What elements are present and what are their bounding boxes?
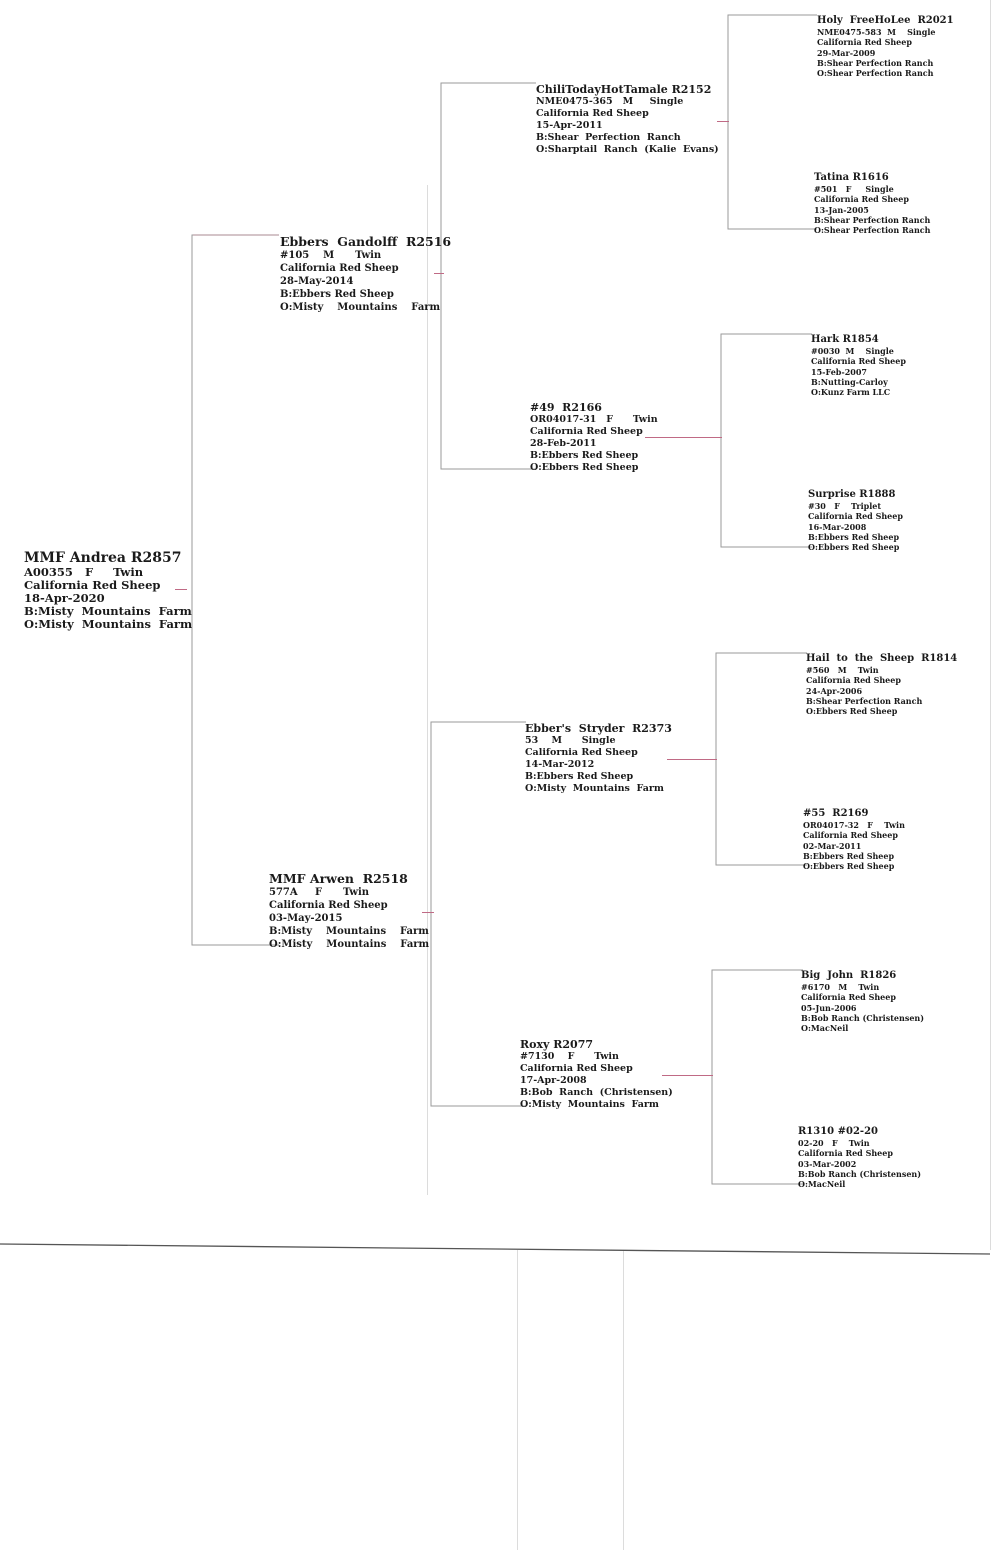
breeder: B:Nutting-Carloy	[811, 376, 888, 387]
birth-date: 17-Apr-2008	[520, 1075, 587, 1086]
id-sex-birth-type: 02-20 F Twin	[798, 1138, 870, 1148]
owner: O:Misty Mountains Farm	[520, 1099, 659, 1110]
id-sex-birth-type: 53 M Single	[525, 735, 616, 746]
breed: California Red Sheep	[814, 194, 909, 205]
breed: California Red Sheep	[806, 675, 901, 686]
dam-card	[269, 872, 429, 951]
bracket-dam-dam	[711, 969, 803, 1185]
birth-date: 03-May-2015	[269, 913, 343, 924]
breeder: B:Ebbers Red Sheep	[280, 289, 394, 300]
animal-name: Hark R1854	[811, 334, 879, 345]
breeder: B:Ebbers Red Sheep	[808, 531, 900, 542]
breeder: B:Shear Perfection Ranch	[817, 57, 934, 68]
breeder: B:Bob Ranch (Christensen)	[801, 1012, 925, 1023]
sire-card	[280, 235, 451, 314]
id-sex-birth-type: NME0475-365 M Single	[536, 96, 684, 107]
breeder: B:Shear Perfection Ranch	[536, 132, 681, 143]
dd-dam-card	[798, 1126, 921, 1189]
scan-line	[990, 0, 991, 1250]
owner: O:Shear Perfection Ranch	[817, 68, 934, 79]
sd-sire-card	[811, 334, 906, 397]
birth-date: 29-Mar-2009	[817, 47, 876, 58]
dam-sire-card	[525, 722, 672, 795]
owner: O:Ebbers Red Sheep	[808, 542, 900, 553]
animal-name: Tatina R1616	[814, 172, 889, 183]
dam-dam-card	[520, 1038, 673, 1111]
breed: California Red Sheep	[536, 108, 649, 119]
dd-sire-card	[801, 970, 924, 1033]
birth-date: 03-Mar-2002	[798, 1158, 857, 1169]
breed: California Red Sheep	[269, 900, 388, 911]
breeder: B:Misty Mountains Farm	[24, 604, 192, 618]
id-sex-birth-type: #7130 F Twin	[520, 1051, 619, 1062]
id-sex-birth-type: #105 M Twin	[280, 250, 382, 261]
owner: O:Ebbers Red Sheep	[806, 706, 898, 717]
id-sex-birth-type: #0030 M Single	[811, 346, 894, 356]
animal-name: Surprise R1888	[808, 489, 896, 500]
birth-date: 02-Mar-2011	[803, 840, 862, 851]
animal-name: Roxy R2077	[520, 1038, 594, 1051]
owner: O:Ebbers Red Sheep	[803, 861, 895, 872]
sire-sire-card	[536, 83, 719, 156]
id-sex-birth-type: #30 F Triplet	[808, 501, 882, 511]
birth-date: 14-Mar-2012	[525, 759, 595, 770]
ds-sire-card	[806, 653, 957, 716]
breed: California Red Sheep	[803, 830, 898, 841]
animal-name: Ebbers Gandolff R2516	[280, 234, 452, 249]
bracket-subject	[179, 234, 279, 946]
owner: O:Ebbers Red Sheep	[530, 462, 639, 473]
ss-sire-card	[817, 15, 954, 78]
breed: California Red Sheep	[530, 426, 643, 437]
birth-date: 28-Feb-2011	[530, 438, 597, 449]
bracket-dam	[430, 721, 526, 1107]
animal-name: MMF Andrea R2857	[24, 550, 182, 566]
birth-date: 24-Apr-2006	[806, 685, 863, 696]
owner: O:Sharptail Ranch (Kalie Evans)	[536, 144, 719, 155]
birth-date: 16-Mar-2008	[808, 521, 867, 532]
scan-line	[517, 1250, 518, 1550]
animal-name: #49 R2166	[530, 401, 602, 414]
connector-dam-sire	[667, 759, 717, 760]
breed: California Red Sheep	[280, 263, 399, 274]
scan-line	[427, 185, 428, 1195]
breed: California Red Sheep	[817, 37, 912, 48]
bracket-sire-dam	[720, 333, 812, 548]
breeder: B:Ebbers Red Sheep	[525, 771, 634, 782]
animal-name: Big John R1826	[801, 970, 897, 981]
breeder: B:Misty Mountains Farm	[269, 926, 429, 937]
connector-sire-sire	[717, 121, 729, 122]
animal-name: R1310 #02-20	[798, 1126, 878, 1137]
birth-date: 15-Feb-2007	[811, 366, 867, 377]
birth-date: 15-Apr-2011	[536, 120, 603, 131]
id-sex-birth-type: OR04017-31 F Twin	[530, 414, 658, 425]
birth-date: 18-Apr-2020	[24, 591, 105, 605]
page-bottom-edge	[0, 1241, 996, 1255]
id-sex-birth-type: A00355 F Twin	[24, 565, 144, 579]
breeder: B:Shear Perfection Ranch	[814, 214, 931, 225]
animal-name: Hail to the Sheep R1814	[806, 653, 958, 664]
owner: O:MacNeil	[798, 1179, 846, 1190]
ds-dam-card	[803, 808, 905, 871]
breeder: B:Bob Ranch (Christensen)	[520, 1087, 673, 1098]
animal-name: Ebber's Stryder R2373	[525, 722, 672, 735]
id-sex-birth-type: #6170 M Twin	[801, 982, 880, 992]
birth-date: 13-Jan-2005	[814, 204, 869, 215]
owner: O:Misty Mountains Farm	[280, 302, 441, 313]
owner: O:Misty Mountains Farm	[525, 783, 664, 794]
sd-dam-card	[808, 489, 903, 552]
id-sex-birth-type: NME0475-583 M Single	[817, 27, 936, 37]
breed: California Red Sheep	[811, 356, 906, 367]
scan-line	[623, 1250, 624, 1550]
breeder: B:Ebbers Red Sheep	[803, 850, 895, 861]
id-sex-birth-type: #501 F Single	[814, 184, 894, 194]
animal-name: ChiliTodayHotTamale R2152	[536, 83, 712, 96]
subject-card	[24, 550, 192, 631]
breed: California Red Sheep	[801, 992, 896, 1003]
owner: O:Shear Perfection Ranch	[814, 225, 931, 236]
owner: O:Kunz Farm LLC	[811, 387, 891, 398]
breeder: B:Shear Perfection Ranch	[806, 695, 923, 706]
id-sex-birth-type: OR04017-32 F Twin	[803, 820, 905, 830]
ss-dam-card	[814, 172, 931, 235]
owner: O:MacNeil	[801, 1023, 849, 1034]
breeder: B:Ebbers Red Sheep	[530, 450, 639, 461]
breed: California Red Sheep	[798, 1148, 893, 1159]
animal-name: MMF Arwen R2518	[269, 871, 408, 886]
id-sex-birth-type: #560 M Twin	[806, 665, 879, 675]
bracket-dam-sire	[715, 652, 807, 866]
breed: California Red Sheep	[525, 747, 638, 758]
sire-dam-card	[530, 401, 658, 474]
breed: California Red Sheep	[808, 511, 903, 522]
animal-name: #55 R2169	[803, 808, 869, 819]
owner: O:Misty Mountains Farm	[24, 617, 193, 631]
id-sex-birth-type: 577A F Twin	[269, 887, 370, 898]
breed: California Red Sheep	[24, 578, 161, 592]
bracket-sire	[440, 82, 536, 470]
breeder: B:Bob Ranch (Christensen)	[798, 1168, 922, 1179]
bracket-sire-sire	[727, 14, 817, 230]
birth-date: 05-Jun-2006	[801, 1002, 857, 1013]
owner: O:Misty Mountains Farm	[269, 939, 430, 950]
breed: California Red Sheep	[520, 1063, 633, 1074]
animal-name: Holy FreeHoLee R2021	[817, 15, 954, 26]
birth-date: 28-May-2014	[280, 276, 354, 287]
